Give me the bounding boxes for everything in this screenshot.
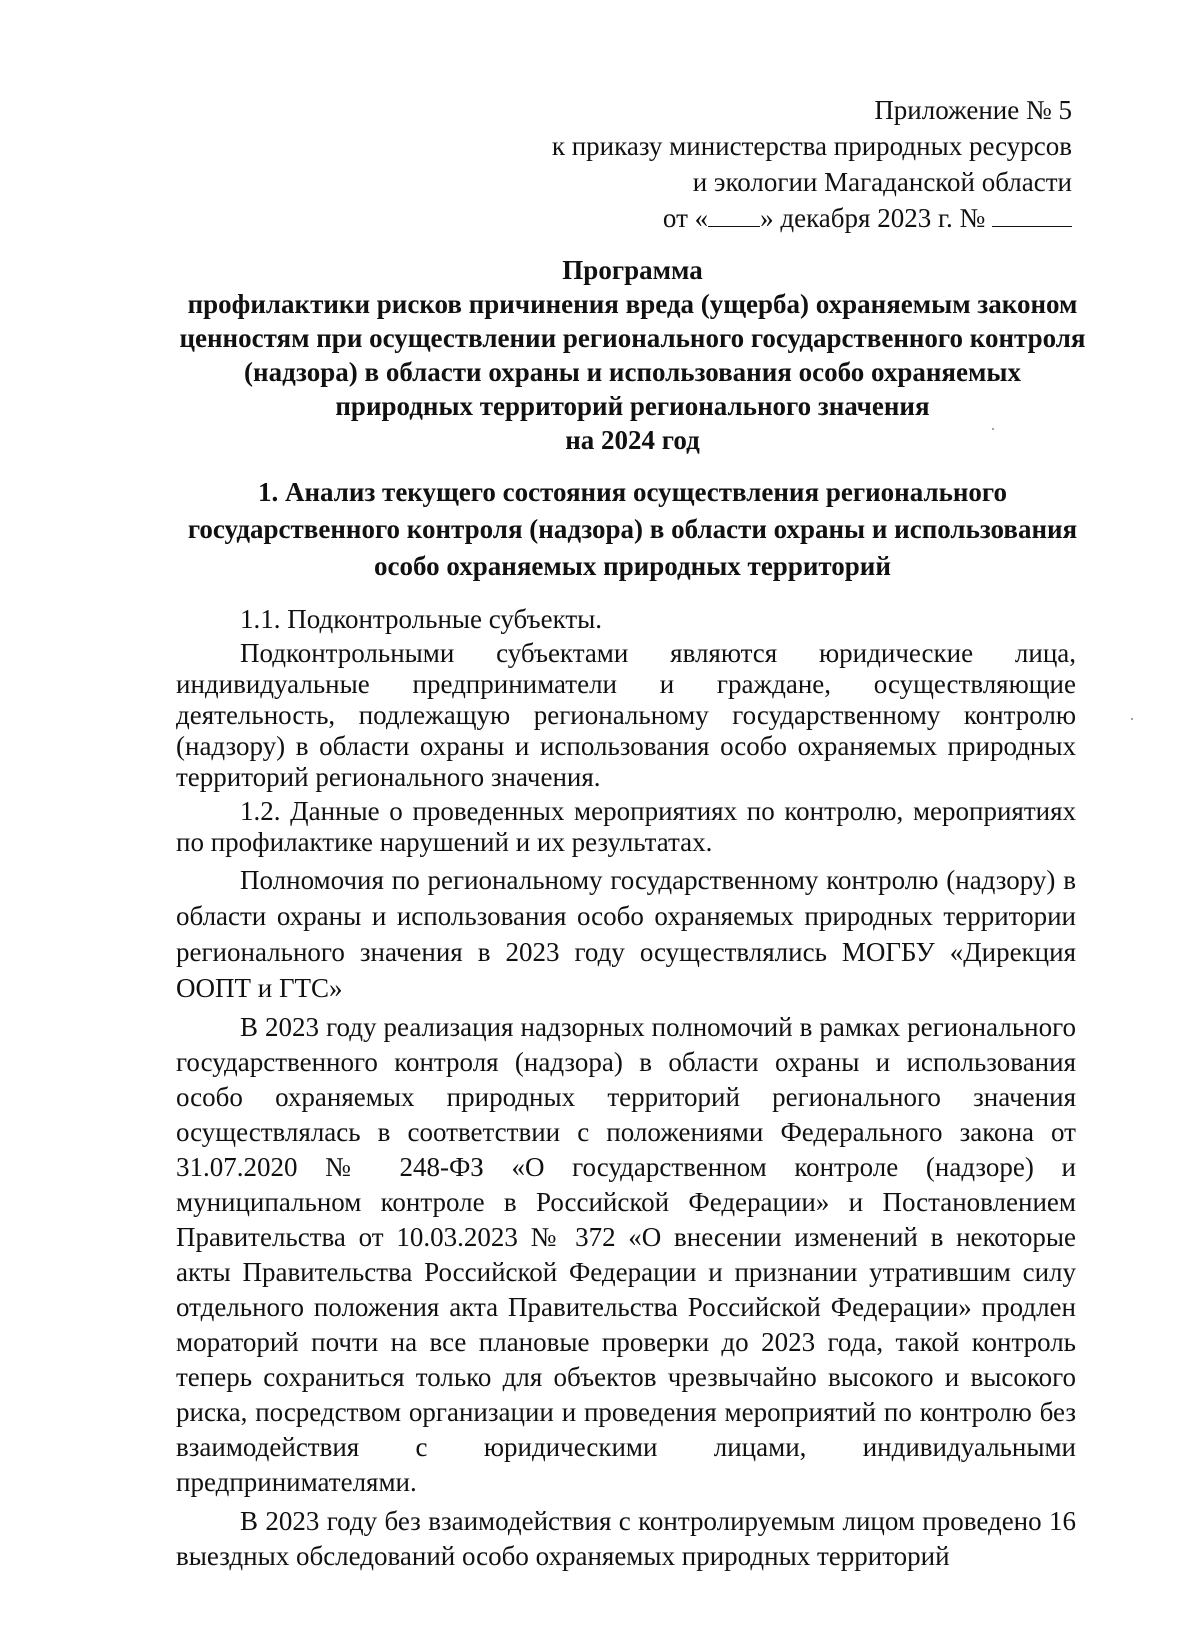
date-middle: » декабря 2023 г. №	[760, 203, 986, 233]
section-heading-line-1: 1. Анализ текущего состояния осуществления регионального	[257, 477, 1008, 507]
section-1-heading	[170, 474, 1095, 585]
program-title	[170, 253, 1095, 457]
paragraph-subsection-1-1: 1.1. Подконтрольные субъекты.	[240, 604, 603, 634]
title-line-3: ценностям при осуществлении регионального государственного контроля	[179, 323, 1086, 353]
scan-speck	[1131, 718, 1133, 720]
appendix-date-line	[472, 200, 1072, 236]
date-prefix: от «	[662, 203, 709, 233]
section-heading-line-2: государственного контроля (надзора) в области охраны и использования	[187, 514, 1078, 544]
paragraph-controlled-subjects: Подконтрольными субъектами являются юридические лица, индивидуальные предприниматели и граждане, осуществляющие деятельность, подлежащую региональному государственному контролю (надзору) в области охраны и использования особо охраняемых природных территорий регионального значения.	[176, 638, 1076, 792]
paragraph-2023-inspections: В 2023 году без взаимодействия с контролируемым лицом проведено 16 выездных обследований особо охраняемых природных территорий	[176, 1506, 1076, 1571]
scan-speck	[992, 428, 994, 430]
appendix-order-ref: к приказу министерства природных ресурсов	[551, 131, 1072, 161]
title-line-5: природных территорий регионального значения	[335, 391, 930, 421]
title-line-2: профилактики рисков причинения вреда (ущерба) охраняемым законом	[187, 289, 1078, 319]
paragraph-authority: Полномочия по региональному государственному контролю (надзору) в области охраны и использования особо охраняемых природных территории регионального значения в 2023 году осуществлялись МОГБУ «Дирекция ООПТ и ГТС»	[176, 865, 1076, 1003]
order-number-blank	[992, 202, 1072, 227]
section-heading-line-3: особо охраняемых природных территорий	[374, 551, 891, 581]
title-line-1: Программа	[562, 255, 703, 285]
appendix-header	[472, 92, 1072, 236]
title-line-4: (надзора) в области охраны и использования особо охраняемых	[244, 357, 1021, 387]
paragraph-2023-implementation: В 2023 году реализация надзорных полномочий в рамках регионального государственного контроля (надзора) в области охраны и использования особо охраняемых природных территорий регионального значения осуществлялась в соответствии с положениями Федерального закона от 31.07.2020 № 248-ФЗ «О государственном контроле (надзоре) и муниципальном контроле в Российской Федерации» и Постановлением Правительства от 10.03.2023 № 372 «О внесении изменений в некоторые акты Правительства Российской Федерации и признании утратившим силу отдельного положения акта Правительства Российской Федерации» продлен мораторий почти на все плановые проверки до 2023 года, такой контроль теперь сохраниться только для объектов чрезвычайно высокого и высокого риска, посредством организации и проведения мероприятий по контролю без взаимодействия с юридическими лицами, индивидуальными предпринимателями.	[176, 1012, 1076, 1497]
document-body	[176, 604, 1076, 1574]
day-blank	[708, 202, 760, 227]
appendix-ministry: и экологии Магаданской области	[692, 167, 1072, 197]
title-line-6: на 2024 год	[565, 425, 700, 455]
appendix-number: Приложение № 5	[874, 95, 1072, 125]
paragraph-subsection-1-2: 1.2. Данные о проведенных мероприятиях по контролю, мероприятиях по профилактике нарушений и их результатах.	[176, 796, 1076, 857]
